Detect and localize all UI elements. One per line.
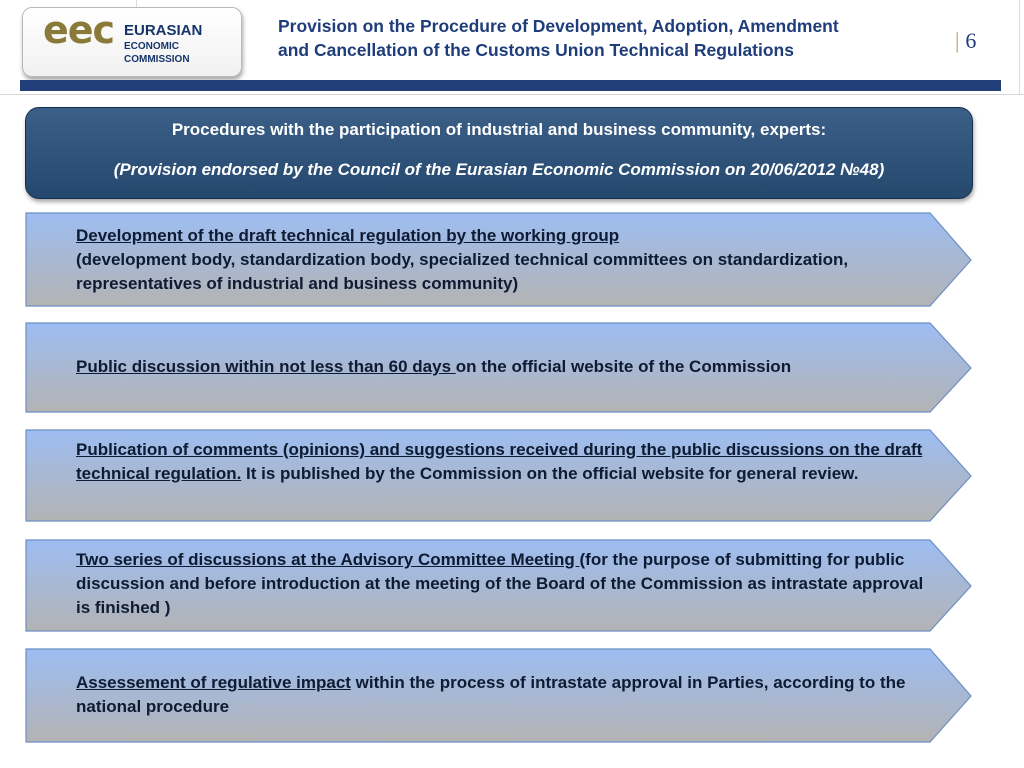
logo-line-economic: ECONOMIC (124, 41, 179, 52)
step-heading: Development of the draft technical regulation by the working group (76, 226, 620, 245)
logo-line-commission: COMMISSION (124, 54, 190, 65)
step-detail: on the official website of the Commission (455, 357, 792, 376)
step-heading: Publication of comments (opinions) and suggestions received during the public discussions on the draft technical regulation. (76, 440, 923, 483)
step-detail: within the process of intrastate approval in Parties, according to the national procedure (76, 673, 906, 716)
eec-logo (22, 7, 242, 77)
step-text (76, 671, 938, 719)
header-band (20, 80, 1001, 91)
divider (0, 94, 1024, 95)
step-heading: Assessement of regulative impact (76, 673, 351, 692)
page-number-value: 6 (965, 28, 977, 53)
divider (136, 0, 137, 7)
step-text (76, 548, 938, 620)
process-step-4 (25, 539, 975, 633)
page-separator: | (955, 28, 960, 53)
slide-header (0, 0, 1024, 95)
slide-title (278, 14, 938, 62)
process-step-1 (25, 212, 975, 308)
slide-title-line1: Provision on the Procedure of Development, Adoption, Amendment (278, 16, 839, 36)
page-number (955, 28, 976, 54)
divider (1019, 0, 1020, 95)
step-detail: (for the purpose of submitting for public discussion and before introduction at the meeting of the Board of the Commission as intrastate approval is finished ) (76, 550, 924, 617)
step-detail: (development body, standardization body, specialized technical committees on standardization, representatives of industrial and business community) (76, 250, 849, 293)
logo-mark: eec (43, 8, 115, 52)
banner-subheading: (Provision endorsed by the Council of the Eurasian Economic Commission on 20/06/2012 №48) (113, 160, 885, 179)
step-heading: Public discussion within not less than 60 days (76, 357, 456, 376)
step-text (76, 355, 938, 379)
slide-title-line2: and Cancellation of the Customs Union Technical Regulations (278, 40, 794, 60)
logo-line-eurasian: EURASIAN (124, 22, 203, 39)
step-heading: Two series of discussions at the Advisory Committee Meeting (76, 550, 580, 569)
step-text (76, 438, 938, 486)
banner-heading: Procedures with the participation of industrial and business community, experts: (171, 120, 827, 139)
process-step-3 (25, 429, 975, 523)
step-text (76, 224, 938, 296)
step-detail: It is published by the Commission on the official website for general review. (241, 464, 859, 483)
process-step-5 (25, 648, 975, 744)
procedures-banner (25, 107, 973, 199)
process-step-2 (25, 322, 975, 414)
